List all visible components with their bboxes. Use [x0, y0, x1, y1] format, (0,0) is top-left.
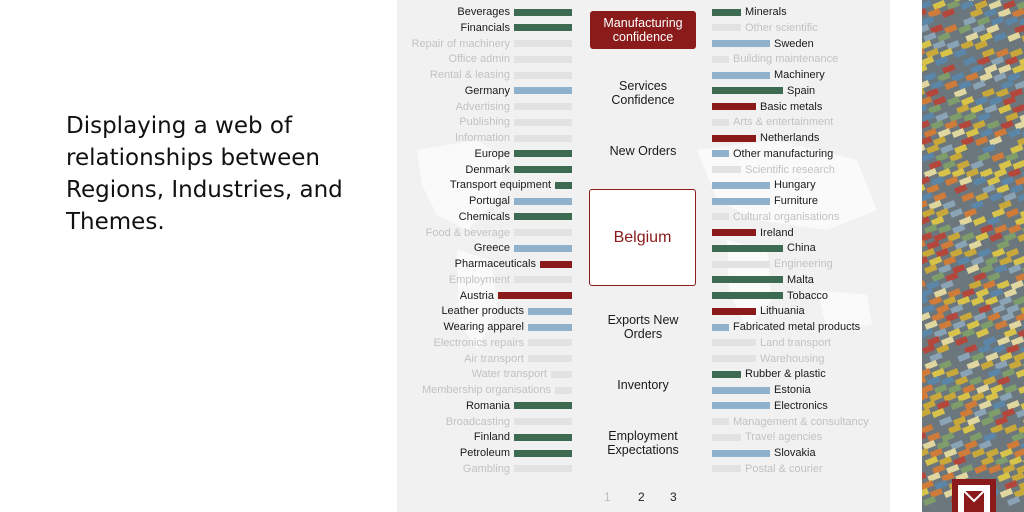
- left-item-advertising[interactable]: [456, 99, 572, 115]
- left-item-bar: [514, 198, 572, 205]
- right-item-tobacco[interactable]: [712, 288, 828, 304]
- right-item-fabricated-metal-products[interactable]: [712, 319, 860, 335]
- right-item-hungary[interactable]: [712, 177, 816, 193]
- left-item-air-transport[interactable]: [464, 351, 572, 367]
- left-item-food-beverage[interactable]: [426, 225, 572, 241]
- left-item-chemicals[interactable]: [459, 209, 572, 225]
- right-item-engineering[interactable]: [712, 256, 833, 272]
- pager-page-1[interactable]: 1: [604, 490, 611, 504]
- left-item-label: Financials: [460, 21, 510, 34]
- right-item-label: Hungary: [774, 179, 816, 192]
- right-item-label: Slovakia: [774, 447, 816, 459]
- right-item-furniture[interactable]: [712, 193, 818, 209]
- left-item-bar: [514, 229, 572, 236]
- left-item-rental-leasing[interactable]: [430, 67, 572, 83]
- left-item-bar: [551, 371, 572, 378]
- left-item-label: Air transport: [464, 352, 524, 365]
- left-item-label: Beverages: [457, 6, 510, 18]
- left-item-bar: [514, 418, 572, 425]
- left-item-employment[interactable]: [449, 272, 572, 288]
- left-item-austria[interactable]: [460, 288, 572, 304]
- right-item-bar: [712, 292, 783, 299]
- right-item-bar: [712, 56, 729, 63]
- right-item-machinery[interactable]: [712, 67, 825, 83]
- left-item-bar: [514, 103, 572, 110]
- left-item-label: Europe: [474, 147, 510, 160]
- right-item-bar: [712, 308, 756, 315]
- right-item-bar: [712, 135, 756, 142]
- left-item-finland[interactable]: [474, 429, 572, 445]
- right-item-cultural-organisations[interactable]: [712, 209, 839, 225]
- left-item-bar: [514, 119, 572, 126]
- left-item-label: Finland: [473, 431, 510, 444]
- right-item-bar: [712, 245, 783, 252]
- right-item-bar: [712, 150, 729, 157]
- left-item-electronics-repairs[interactable]: [434, 335, 572, 351]
- right-item-label: Lithuania: [760, 305, 805, 318]
- right-item-ireland[interactable]: [712, 225, 794, 241]
- left-item-financials[interactable]: [460, 20, 572, 36]
- left-item-bar: [514, 213, 572, 220]
- left-item-label: Repair of machinery: [411, 37, 510, 50]
- left-item-bar: [514, 9, 572, 16]
- right-item-label: Sweden: [774, 37, 814, 50]
- right-item-malta[interactable]: [712, 272, 814, 288]
- right-item-label: Spain: [787, 84, 816, 97]
- right-item-label: Engineering: [774, 258, 833, 270]
- right-item-bar: [712, 418, 729, 425]
- right-item-bar: [712, 229, 756, 236]
- left-item-gambling[interactable]: [463, 461, 572, 477]
- right-item-bar: [712, 450, 770, 457]
- pager-page-2[interactable]: 2: [638, 490, 645, 504]
- right-item-estonia[interactable]: [712, 382, 811, 398]
- right-item-label: Management & consultancy: [733, 415, 869, 428]
- right-item-arts-entertainment[interactable]: [712, 114, 833, 130]
- left-item-label: Advertising: [455, 100, 510, 113]
- left-item-denmark[interactable]: [465, 162, 572, 178]
- left-item-bar: [514, 135, 572, 142]
- right-item-spain[interactable]: [712, 83, 815, 99]
- left-item-publishing[interactable]: [459, 114, 572, 130]
- right-item-other-manufacturing[interactable]: [712, 146, 833, 162]
- right-item-slovakia[interactable]: [712, 445, 816, 461]
- right-item-bar: [712, 371, 741, 378]
- right-item-land-transport[interactable]: [712, 335, 831, 351]
- theme-exports-new-orders[interactable]: Exports New Orders: [607, 313, 679, 341]
- right-item-bar: [712, 213, 729, 220]
- theme-employment-expectations[interactable]: Employment Expectations: [607, 429, 679, 457]
- right-item-label: Rubber & plastic: [745, 368, 826, 381]
- left-item-label: Publishing: [459, 116, 510, 129]
- brand-logo: [952, 479, 996, 512]
- left-item-greece[interactable]: [474, 240, 572, 256]
- left-item-label: Romania: [465, 399, 510, 412]
- left-item-leather-products[interactable]: [441, 303, 572, 319]
- right-item-label: Machinery: [774, 69, 825, 81]
- right-item-bar: [712, 182, 770, 189]
- right-item-sweden[interactable]: [712, 36, 814, 52]
- right-item-label: China: [787, 242, 816, 255]
- left-item-label: Portugal: [469, 195, 510, 207]
- left-item-label: Information: [454, 132, 510, 144]
- right-item-label: Electronics: [774, 399, 828, 412]
- left-item-label: Germany: [464, 84, 510, 97]
- left-item-repair-of-machinery[interactable]: [412, 36, 572, 52]
- theme-services-confidence[interactable]: Services Confidence: [611, 79, 675, 107]
- right-item-label: Malta: [787, 273, 814, 286]
- right-item-bar: [712, 324, 729, 331]
- left-item-bar: [528, 355, 572, 362]
- left-item-bar: [514, 402, 572, 409]
- left-item-label: Office admin: [448, 53, 510, 66]
- right-item-label: Estonia: [774, 384, 811, 396]
- right-item-bar: [712, 72, 770, 79]
- left-item-wearing-apparel[interactable]: [443, 319, 572, 335]
- left-item-beverages[interactable]: [457, 4, 572, 20]
- right-item-bar: [712, 465, 741, 472]
- right-item-label: Travel agencies: [745, 431, 823, 444]
- left-item-label: Electronics repairs: [433, 336, 524, 349]
- right-item-label: Land transport: [760, 336, 831, 349]
- left-item-membership-organisations[interactable]: [422, 382, 572, 398]
- left-item-transport-equipment[interactable]: [450, 177, 572, 193]
- left-item-label: Leather products: [441, 305, 524, 318]
- right-item-bar: [712, 24, 741, 31]
- right-item-label: Furniture: [774, 195, 819, 207]
- left-item-bar: [514, 24, 572, 31]
- right-item-label: Other manufacturing: [733, 147, 834, 160]
- right-item-scientific-research[interactable]: [712, 162, 835, 178]
- left-item-label: Chemicals: [458, 210, 510, 223]
- right-item-management-consultancy[interactable]: [712, 414, 869, 430]
- left-item-bar: [514, 40, 572, 47]
- right-item-netherlands[interactable]: [712, 130, 819, 146]
- right-item-bar: [712, 87, 783, 94]
- right-item-bar: [712, 276, 783, 283]
- left-item-bar: [514, 72, 572, 79]
- right-item-label: Postal & courier: [745, 462, 823, 475]
- right-item-label: Other scientific: [745, 21, 818, 34]
- right-item-label: Basic metals: [760, 100, 823, 113]
- right-item-postal-courier[interactable]: [712, 461, 823, 477]
- left-item-label: Membership organisations: [421, 384, 551, 396]
- right-item-bar: [712, 119, 729, 126]
- left-item-label: Broadcasting: [445, 415, 510, 428]
- right-item-warehousing[interactable]: [712, 351, 824, 367]
- right-item-label: Netherlands: [760, 132, 820, 144]
- left-item-label: Rental & leasing: [429, 69, 510, 81]
- left-item-label: Greece: [473, 242, 510, 255]
- shipping-containers-photo: [922, 0, 1024, 512]
- right-item-bar: [712, 9, 741, 16]
- left-item-portugal[interactable]: [469, 193, 572, 209]
- left-item-label: Transport equipment: [449, 179, 551, 192]
- left-item-bar: [498, 292, 572, 299]
- left-item-bar: [514, 56, 572, 63]
- right-item-minerals[interactable]: [712, 4, 787, 20]
- left-item-label: Food & beverage: [425, 226, 510, 239]
- right-item-china[interactable]: [712, 240, 816, 256]
- right-item-other-scientific[interactable]: [712, 20, 818, 36]
- left-item-bar: [528, 308, 572, 315]
- right-item-label: Cultural organisations: [733, 210, 840, 223]
- left-item-bar: [540, 261, 572, 268]
- left-item-bar: [514, 245, 572, 252]
- right-item-label: Fabricated metal products: [733, 321, 861, 333]
- left-item-label: Employment: [448, 273, 510, 286]
- left-item-water-transport[interactable]: [472, 366, 572, 382]
- right-item-basic-metals[interactable]: [712, 99, 822, 115]
- right-item-bar: [712, 198, 770, 205]
- right-item-bar: [712, 355, 756, 362]
- right-item-label: Warehousing: [760, 352, 825, 365]
- left-item-information[interactable]: [455, 130, 572, 146]
- right-item-building-maintenance[interactable]: [712, 51, 838, 67]
- slide-caption: Displaying a web of relationships between Regions, Industries, and Themes.: [66, 113, 343, 235]
- left-item-bar: [528, 324, 572, 331]
- left-item-bar: [555, 182, 572, 189]
- right-item-label: Ireland: [760, 226, 794, 239]
- right-item-bar: [712, 339, 756, 346]
- relationship-web-panel: [397, 0, 890, 512]
- logo-mark-icon: [952, 479, 996, 512]
- left-item-petroleum[interactable]: [460, 445, 572, 461]
- left-item-label: Denmark: [465, 163, 510, 176]
- right-item-label: Building maintenance: [733, 53, 839, 66]
- container-yard-image: [922, 0, 1024, 512]
- left-item-label: Gambling: [462, 462, 510, 475]
- region-belgium[interactable]: Belgium: [589, 189, 696, 286]
- right-item-bar: [712, 434, 741, 441]
- right-item-lithuania[interactable]: [712, 303, 805, 319]
- left-item-bar: [514, 276, 572, 283]
- left-item-europe[interactable]: [475, 146, 572, 162]
- right-item-electronics[interactable]: [712, 398, 828, 414]
- left-item-bar: [514, 166, 572, 173]
- left-item-broadcasting[interactable]: [446, 414, 572, 430]
- left-item-bar: [514, 150, 572, 157]
- right-item-bar: [712, 166, 741, 173]
- right-item-label: Arts & entertainment: [733, 116, 834, 129]
- left-item-germany[interactable]: [465, 83, 572, 99]
- right-item-rubber-plastic[interactable]: [712, 366, 826, 382]
- left-item-label: Petroleum: [459, 447, 510, 459]
- left-item-bar: [555, 387, 572, 394]
- left-item-bar: [514, 465, 572, 472]
- left-item-label: Pharmaceuticals: [454, 258, 536, 270]
- right-item-travel-agencies[interactable]: [712, 429, 822, 445]
- left-item-romania[interactable]: [466, 398, 572, 414]
- left-item-bar: [514, 87, 572, 94]
- right-item-bar: [712, 402, 770, 409]
- left-item-label: Austria: [459, 289, 494, 302]
- theme-new-orders[interactable]: New Orders: [609, 144, 677, 158]
- left-item-pharmaceuticals[interactable]: [455, 256, 572, 272]
- left-item-bar: [514, 434, 572, 441]
- right-item-bar: [712, 40, 770, 47]
- left-item-office-admin[interactable]: [448, 51, 572, 67]
- right-item-bar: [712, 387, 770, 394]
- right-item-bar: [712, 103, 756, 110]
- theme-inventory[interactable]: Inventory: [617, 378, 669, 392]
- left-item-label: Water transport: [471, 368, 547, 381]
- left-item-label: Wearing apparel: [443, 321, 524, 333]
- right-item-bar: [712, 261, 770, 268]
- theme-manufacturing-confidence[interactable]: Manufacturing confidence: [590, 11, 696, 49]
- right-item-label: Tobacco: [787, 289, 828, 302]
- right-item-label: Scientific research: [745, 163, 835, 176]
- pager-page-3[interactable]: 3: [670, 490, 677, 504]
- left-item-bar: [514, 450, 572, 457]
- left-item-bar: [528, 339, 572, 346]
- right-item-label: Minerals: [745, 6, 787, 18]
